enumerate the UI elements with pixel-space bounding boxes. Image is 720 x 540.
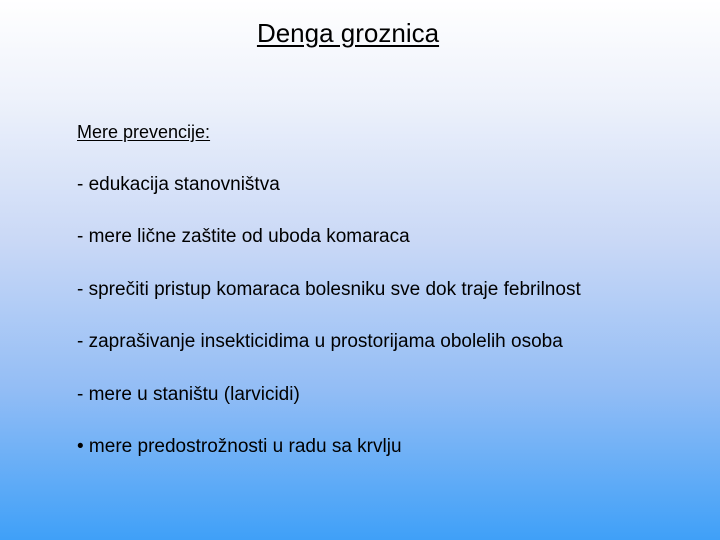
- list-item-blood-precautions: • mere predostrožnosti u radu sa krvlju: [77, 436, 402, 457]
- slide-title: Denga groznica: [256, 18, 440, 48]
- list-item-personal-protection: - mere lične zaštite od uboda komaraca: [77, 226, 410, 247]
- list-item-habitat-measures: - mere u staništu (larvicidi): [77, 383, 300, 405]
- list-item-patient-isolation: - sprečiti pristup komaraca bolesniku sve dok traje febrilnost: [77, 278, 581, 300]
- list-item-insecticide-spraying: - zaprašivanje insekticidima u prostorijama obolelih osoba: [77, 331, 563, 352]
- slide-content: [77, 120, 707, 459]
- section-heading: Mere prevencije:: [77, 122, 211, 142]
- list-item-education: - edukacija stanovništva: [77, 173, 280, 195]
- prevention-list: [77, 173, 707, 460]
